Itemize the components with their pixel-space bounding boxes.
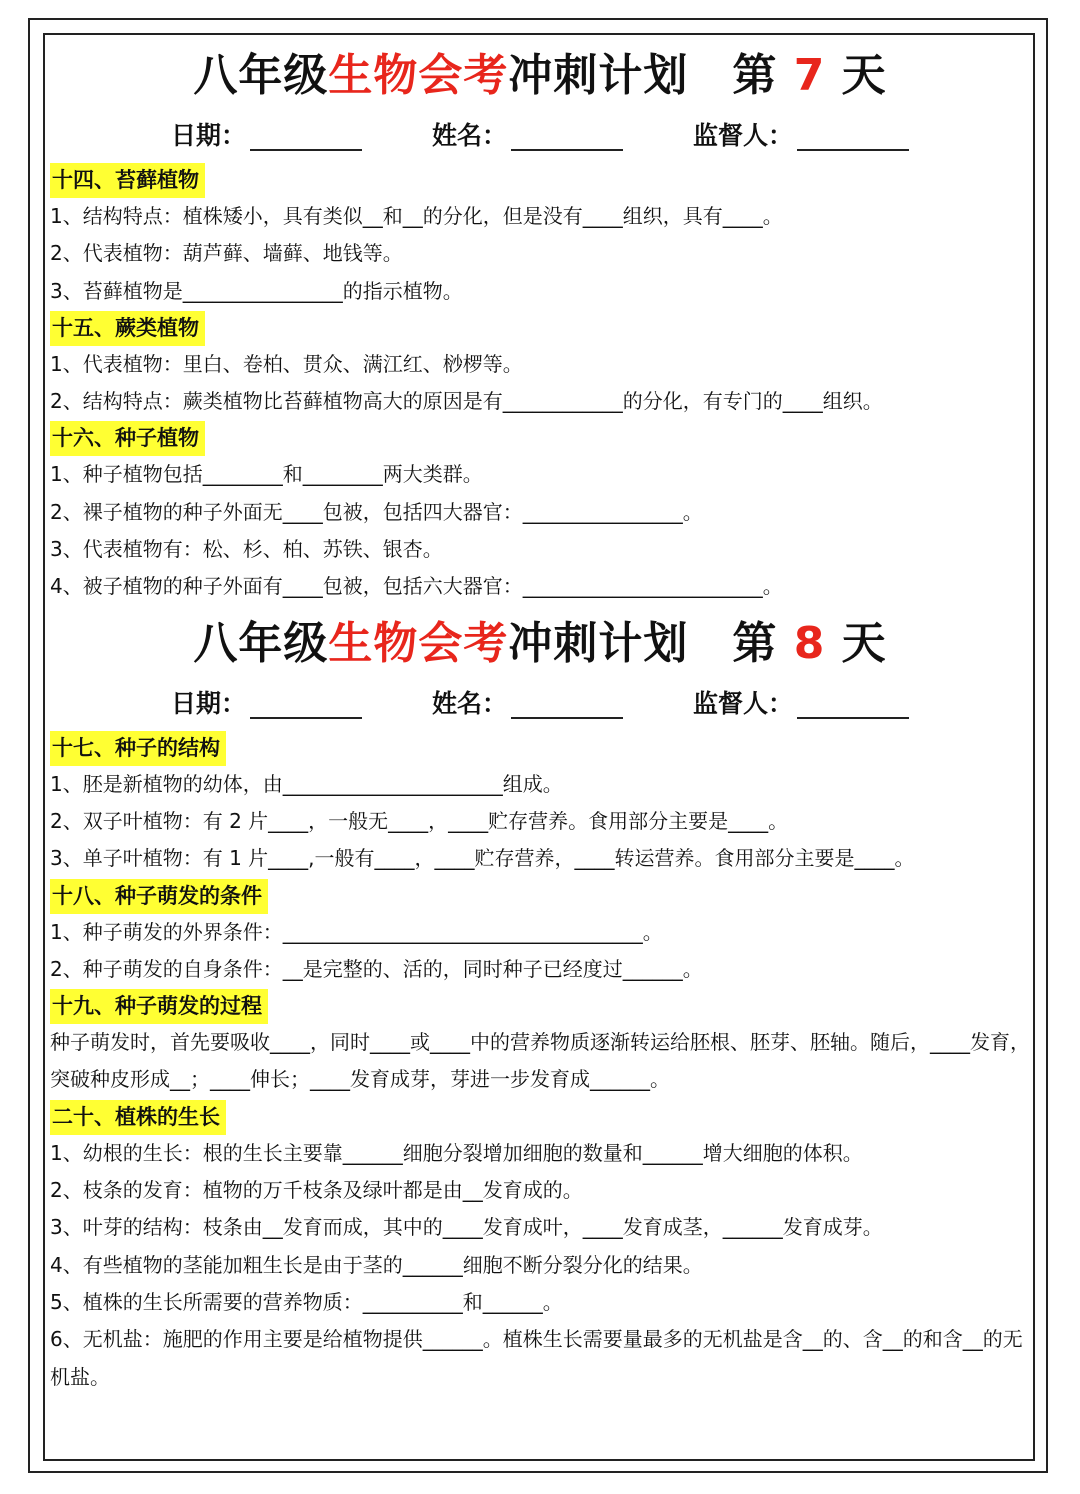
day7-title: 八年级生物会考冲刺计划 第 7 天 bbox=[193, 50, 887, 101]
worksheet bbox=[50, 38, 1030, 1396]
section-heading: 十五、蕨类植物 bbox=[50, 311, 205, 346]
question-line: 2、结构特点：蕨类植物比苔藓植物高大的原因是有____________的分化，有专门的____组织。 bbox=[50, 389, 883, 414]
section-heading: 十四、苔藓植物 bbox=[50, 163, 205, 198]
question-line: 2、种子萌发的自身条件：__是完整的、活的，同时种子已经度过______。 bbox=[50, 956, 703, 981]
question-line: 1、胚是新植物的幼体，由______________________组成。 bbox=[50, 771, 563, 796]
question-line: 1、代表植物：里白、卷柏、贯众、满江红、桫椤等。 bbox=[50, 351, 523, 376]
question-line: 3、叶芽的结构：枝条由__发育而成，其中的____发育成叶，____发育成茎，______发育成芽。 bbox=[50, 1215, 883, 1240]
question-line: 2、裸子植物的种子外面无____包被，包括四大器官：________________。 bbox=[50, 499, 703, 524]
section-18 bbox=[50, 878, 1030, 989]
section-15 bbox=[50, 310, 1030, 421]
section-14 bbox=[50, 162, 1030, 310]
day8-title: 八年级生物会考冲刺计划 第 8 天 bbox=[193, 617, 887, 669]
question-line: 3、苔藓植物是________________的指示植物。 bbox=[50, 278, 463, 303]
day7-meta-row bbox=[50, 114, 1030, 158]
section-16 bbox=[50, 420, 1030, 605]
question-line: 5、植株的生长所需要的营养物质：__________和______。 bbox=[50, 1289, 563, 1314]
section-17 bbox=[50, 730, 1030, 878]
section-19 bbox=[50, 988, 1030, 1099]
question-line: 2、枝条的发育：植物的万千枝条及绿叶都是由__发育成的。 bbox=[50, 1178, 583, 1203]
question-line: 3、单子叶植物：有 1 片____,一般有____，____贮存营养，____转运营养。食用部分主要是____。 bbox=[50, 846, 915, 871]
name-field[interactable]: 姓名： bbox=[432, 114, 623, 158]
supervisor-field[interactable]: 监督人： bbox=[693, 114, 909, 158]
section-heading: 十六、种子植物 bbox=[50, 421, 205, 456]
section-heading: 十七、种子的结构 bbox=[50, 731, 226, 766]
date-field[interactable]: 日期： bbox=[171, 682, 362, 726]
question-line: 1、种子萌发的外界条件：____________________________________。 bbox=[50, 919, 663, 944]
supervisor-field[interactable]: 监督人： bbox=[693, 682, 909, 726]
section-heading: 二十、植株的生长 bbox=[50, 1100, 226, 1135]
name-field[interactable]: 姓名： bbox=[432, 682, 623, 726]
question-line: 1、结构特点：植株矮小，具有类似__和__的分化，但是没有____组织，具有____。 bbox=[50, 204, 783, 228]
question-line: 2、双子叶植物：有 2 片____，一般无____，____贮存营养。食用部分主要是____。 bbox=[50, 808, 789, 833]
question-line: 1、幼根的生长：根的生长主要靠______细胞分裂增加细胞的数量和______增大细胞的体积。 bbox=[50, 1140, 863, 1165]
question-line: 2、代表植物：葫芦藓、墙藓、地钱等。 bbox=[50, 241, 403, 266]
section-20 bbox=[50, 1099, 1030, 1396]
question-line: 1、种子植物包括________和________两大类群。 bbox=[50, 462, 483, 487]
question-paragraph: 6、无机盐：施肥的作用主要是给植物提供______。植株生长需要量最多的无机盐是含__的、含__的和含__的无机盐。 bbox=[50, 1327, 1023, 1389]
question-paragraph: 种子萌发时，首先要吸收____，同时____或____中的营养物质逐渐转运给胚根、胚芽、胚轴。随后，____发育，突破种皮形成__；____伸长；____发育成芽，芽进一步发育成______。 bbox=[50, 1030, 1030, 1092]
question-line: 3、代表植物有：松、杉、柏、苏铁、银杏。 bbox=[50, 537, 443, 562]
day8-meta-row bbox=[50, 682, 1030, 726]
date-field[interactable]: 日期： bbox=[171, 114, 362, 158]
question-line: 4、有些植物的茎能加粗生长是由于茎的______细胞不断分裂分化的结果。 bbox=[50, 1252, 703, 1277]
question-line: 4、被子植物的种子外面有____包被，包括六大器官：________________________。 bbox=[50, 574, 783, 599]
section-heading: 十八、种子萌发的条件 bbox=[50, 879, 268, 914]
section-heading: 十九、种子萌发的过程 bbox=[50, 989, 268, 1024]
